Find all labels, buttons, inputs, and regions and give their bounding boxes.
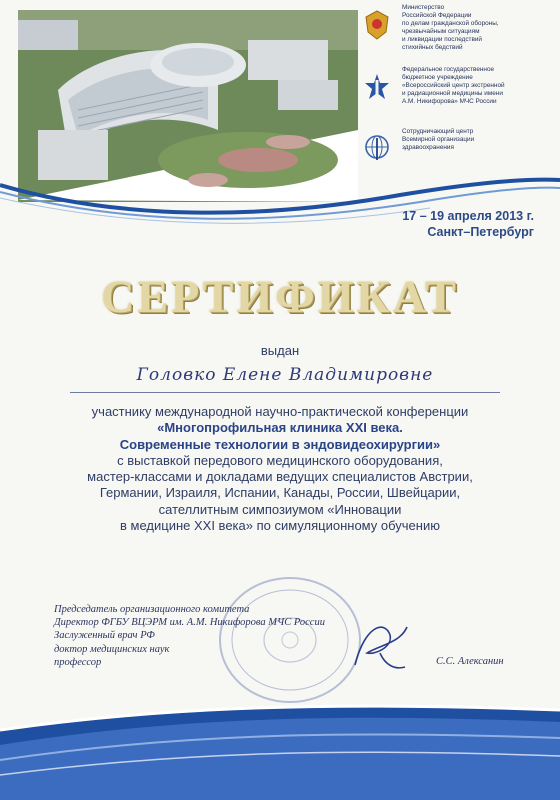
conference-title-line-2: Современные технологии в эндовидеохирургии»	[119, 436, 441, 452]
recipient-underline	[70, 392, 500, 393]
body-line-5: сателлитным симпозиумом «Инновации	[158, 501, 402, 517]
signatory-position-line: профессор	[54, 656, 102, 668]
signatory-position-line: Заслуженный врач РФ	[54, 630, 155, 642]
event-dates: 17 – 19 апреля 2013 г.	[402, 209, 534, 223]
org-center	[362, 66, 552, 126]
body-line-1: участнику международной научно-практической конференции	[91, 404, 469, 419]
certificate-title: СЕРТИФИКАТ	[101, 271, 459, 322]
org-ministry	[362, 4, 552, 64]
body-line-3: мастер-классами и докладами ведущих специалистов Австрии,	[87, 469, 473, 485]
signatory-position	[54, 603, 394, 669]
issued-label: выдан	[260, 343, 300, 358]
body-line-6: в медицине XXI века» по симуляционному обучению	[120, 518, 440, 534]
signatory-name: С.С. Алексанин	[436, 656, 504, 667]
bottom-wave-decoration	[0, 690, 560, 800]
event-info	[402, 208, 534, 240]
certificate-body	[40, 404, 520, 534]
signatory-position-line: Директор ФГБУ ВЦЭРМ им. А.М. Никифорова МЧС России	[54, 617, 325, 629]
org-who-text: Сотрудничающий центр Всемирной организации здравоохранения	[402, 128, 475, 151]
signatory-position-line: доктор медицинских наук	[54, 643, 170, 655]
handwritten-signature	[345, 615, 415, 675]
mchs-emblem-icon	[364, 10, 390, 40]
body-line-4: Германии, Израиля, Испании, Канады, России, Швейцарии,	[99, 485, 461, 501]
org-ministry-text: Министерство Российской Федерации по делам гражданской обороны, чрезвычайным ситуациям и ликвидации последствий стихийных бедствий	[402, 4, 499, 51]
org-center-text: Федеральное государственное бюджетное учреждение «Всероссийский центр экстренной и радиационной медицины имени А.М. Никифорова» МЧС России	[402, 66, 505, 105]
medical-star-emblem-icon	[364, 72, 390, 102]
signatory-position-line: Председатель организационного комитета	[54, 604, 250, 615]
conference-title-line-1: «Многопрофильная клиника XXI века.	[157, 420, 403, 436]
event-city: Санкт–Петербург	[427, 225, 534, 239]
body-line-2: с выставкой передового медицинского оборудования,	[117, 452, 443, 468]
recipient-name: Головко Елене Владимировне	[136, 365, 434, 385]
